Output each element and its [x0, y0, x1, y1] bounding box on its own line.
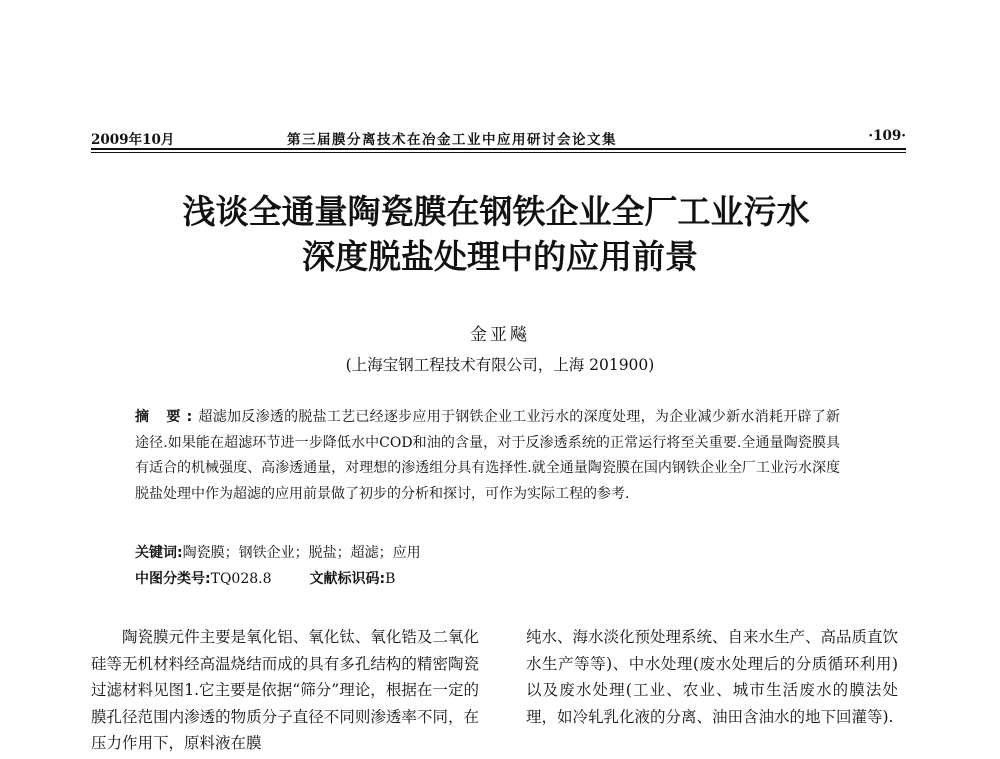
keywords [135, 542, 421, 562]
paper-title-line2: 深度脱盐处理中的应用前景 [302, 237, 698, 276]
body-left-column: 陶瓷膜元件主要是氧化铝、氧化钛、氧化锆及二氧化硅等无机材料经高温烧结而成的具有多孔结构的精密陶瓷过滤材料见图1.它主要是依据“筛分”理论，根据在一定的膜孔径范围内渗透的物质分子直径不同则渗透率不同，在压力作用下，原料液在膜 [91, 628, 479, 752]
header-rule-thick [91, 148, 906, 150]
paper-title-line1: 浅谈全通量陶瓷膜在钢铁企业全厂工业污水 [182, 192, 810, 231]
classification [135, 568, 395, 588]
clc-label: 中图分类号: [135, 571, 211, 587]
body-right-column: 纯水、海水淡化预处理系统、自来水生产、高品质直饮水生产等等)、中水处理(废水处理后的分质循环利用)以及废水处理(工业、农业、城市生活废水的膜法处理，如冷轧乳化液的分离、油田含油水的地下回灌等). [526, 628, 899, 726]
keywords-text: 陶瓷膜；钢铁企业；脱盐；超滤；应用 [182, 545, 421, 561]
header-rule-thin [91, 152, 906, 153]
doc-code-label: 文献标识码: [309, 571, 386, 587]
keywords-label: 关键词: [135, 545, 183, 561]
header-page-number: ·109· [868, 128, 906, 144]
abstract-text: 超滤加反渗透的脱盐工艺已经逐步应用于钢铁企业工业污水的深度处理，为企业减少新水消耗开辟了新途径.如果能在超滤环节进一步降低水中COD和油的含量，对于反渗透系统的正常运行将至关重要.全通量陶瓷膜具有适合的机械强度、高渗透通量，对理想的渗透组分具有选择性.就全通量陶瓷膜在国内钢铁企业全厂工业污水深度脱盐处理中作为超滤的应用前景做了初步的分析和探讨，可作为实际工程的参考. [135, 409, 840, 502]
running-header [91, 128, 906, 150]
clc-value: TQ028.8 [210, 571, 272, 587]
doc-code-value: B [385, 571, 396, 587]
author-name: 金亚飚 [470, 325, 530, 345]
abstract-label: 摘 要: [135, 409, 199, 425]
abstract [135, 405, 840, 507]
header-journal-title: 第三届膜分离技术在冶金工业中应用研讨会论文集 [287, 132, 617, 148]
author-affiliation: (上海宝钢工程技术有限公司，上海 201900) [345, 356, 655, 374]
header-date: 2009年10月 [91, 132, 175, 148]
